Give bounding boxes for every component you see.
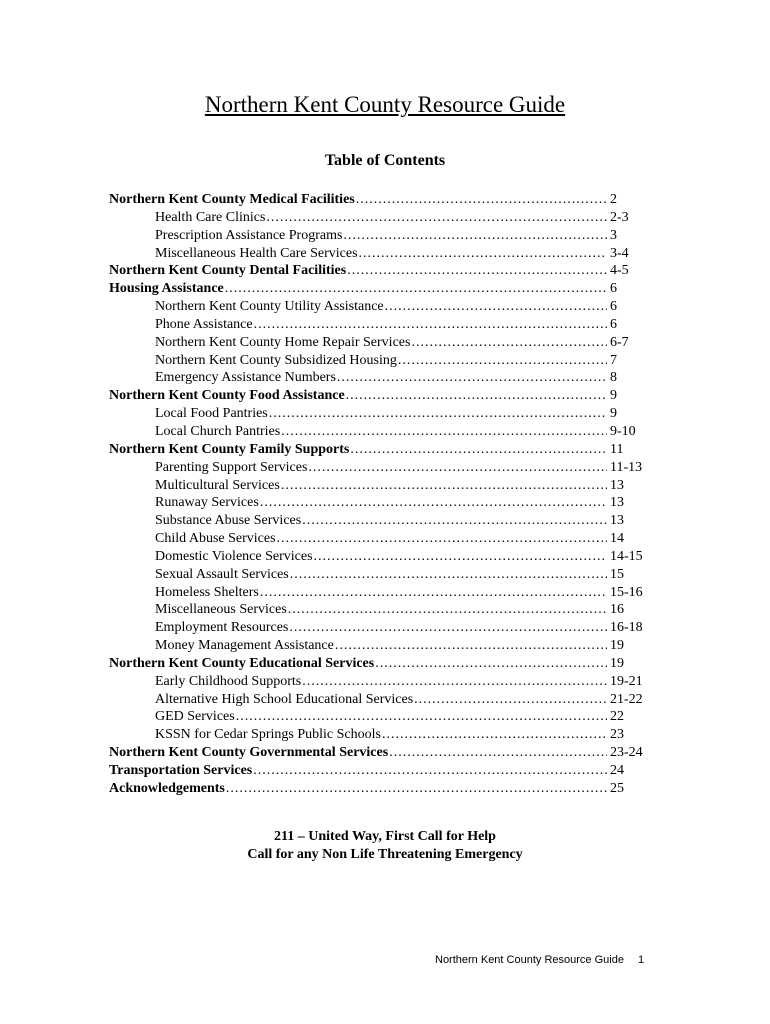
toc-dot-leader [302, 513, 607, 529]
toc-subsection-entry [109, 460, 644, 478]
toc-entry-label: Phone Assistance [155, 316, 253, 332]
toc-subsection-entry [109, 602, 644, 620]
toc-dot-leader [347, 263, 607, 279]
toc-dot-leader [225, 281, 607, 297]
toc-dot-leader [290, 567, 607, 583]
toc-entry-label: Miscellaneous Health Care Services [155, 245, 358, 261]
toc-entry-label: Child Abuse Services [155, 531, 276, 547]
toc-entry-page: 6 [610, 316, 617, 332]
toc-section-entry [109, 388, 644, 406]
toc-dot-leader [389, 745, 607, 761]
toc-entry-page: 14 [610, 531, 624, 547]
toc-entry-page: 23 [610, 727, 624, 743]
toc-dot-leader [236, 709, 607, 725]
toc-entry-page: 6 [610, 299, 617, 315]
toc-entry-label: Early Childhood Supports [155, 673, 302, 689]
toc-entry-label: Emergency Assistance Numbers [155, 370, 336, 386]
toc-subsection-entry [109, 370, 644, 388]
toc-subsection-entry [109, 531, 644, 549]
toc-dot-leader [346, 388, 607, 404]
toc-entry-label: Local Church Pantries [155, 423, 281, 439]
toc-entry-page: 2-3 [610, 209, 629, 225]
toc-entry-page: 8 [610, 370, 617, 386]
toc-subsection-entry [109, 692, 644, 710]
toc-dot-leader [308, 460, 607, 476]
toc-dot-leader [281, 478, 607, 494]
toc-subsection-entry [109, 638, 644, 656]
toc-entry-label: Homeless Shelters [155, 584, 259, 600]
help-line-note: 211 – United Way, First Call for Help [274, 829, 496, 844]
toc-entry-page: 6 [610, 281, 617, 297]
toc-dot-leader [302, 674, 607, 690]
toc-dot-leader [314, 549, 607, 565]
toc-entry-label: Northern Kent County Food Assistance [109, 388, 345, 404]
toc-dot-leader [269, 406, 607, 422]
toc-entry-label: Parenting Support Services [155, 459, 308, 475]
toc-dot-leader [356, 192, 607, 208]
toc-subsection-entry [109, 317, 644, 335]
toc-dot-leader [343, 228, 607, 244]
toc-entry-label: Housing Assistance [109, 281, 224, 297]
document-title: Northern Kent County Resource Guide [204, 92, 566, 117]
toc-entry-label: Alternative High School Educational Services [155, 691, 414, 707]
toc-entry-page: 21-22 [610, 691, 643, 707]
toc-dot-leader [335, 638, 607, 654]
toc-entry-label: Health Care Clinics [155, 209, 266, 225]
toc-entry-page: 13 [610, 477, 624, 493]
toc-entry-page: 24 [610, 763, 624, 778]
toc-entry-page: 19 [610, 655, 624, 671]
toc-entry-page: 2 [610, 192, 617, 207]
toc-dot-leader [359, 246, 607, 262]
toc-subsection-entry [109, 335, 644, 353]
toc-dot-leader [260, 585, 607, 601]
toc-entry-page: 19-21 [610, 673, 643, 689]
toc-subsection-entry [109, 549, 644, 567]
toc-section-entry [109, 281, 644, 299]
toc-dot-leader [266, 210, 607, 226]
toc-entry-label: Runaway Services [155, 495, 259, 511]
toc-dot-leader [254, 317, 607, 333]
toc-entry-page: 23-24 [610, 745, 643, 761]
toc-dot-leader [281, 424, 607, 440]
toc-dot-leader [337, 370, 607, 386]
toc-dot-leader [260, 495, 607, 511]
toc-dot-leader [375, 656, 607, 672]
toc-entry-label: Northern Kent County Medical Facilities [109, 192, 355, 207]
toc-entry-page: 9-10 [610, 423, 636, 439]
toc-entry-label: Northern Kent County Family Supports [109, 441, 350, 457]
toc-dot-leader [398, 353, 607, 369]
toc-entry-label: Sexual Assault Services [155, 566, 289, 582]
toc-entry-page: 19 [610, 638, 624, 654]
toc-subsection-entry [109, 228, 644, 246]
toc-entry-label: Northern Kent County Utility Assistance [155, 299, 384, 315]
toc-entry-page: 25 [610, 780, 624, 796]
toc-entry-page: 16-18 [610, 620, 643, 636]
toc-subsection-entry [109, 513, 644, 531]
toc-subsection-entry [109, 353, 644, 371]
toc-entry-label: Prescription Assistance Programs [155, 227, 343, 243]
toc-subsection-entry [109, 567, 644, 585]
toc-subsection-entry [109, 299, 644, 317]
toc-subsection-entry [109, 709, 644, 727]
footer-page-number: 1 [637, 954, 645, 966]
toc-entry-page: 13 [610, 495, 624, 511]
toc-subsection-entry [109, 620, 644, 638]
toc-subsection-entry [109, 478, 644, 496]
toc-entry-label: Northern Kent County Educational Services [109, 655, 375, 671]
footer-title: Northern Kent County Resource Guide [435, 954, 624, 966]
toc-entry-label: Northern Kent County Subsidized Housing [155, 352, 397, 368]
toc-entry-label: Money Management Assistance [155, 638, 334, 654]
toc-entry-label: Multicultural Services [155, 477, 280, 493]
toc-section-entry [109, 192, 644, 210]
toc-entry-page: 7 [610, 352, 617, 368]
toc-entry-page: 4-5 [610, 263, 629, 279]
toc-entry-page: 9 [610, 406, 617, 422]
toc-dot-leader [289, 620, 607, 636]
toc-entry-label: KSSN for Cedar Springs Public Schools [155, 727, 381, 743]
toc-entry-label: Transportation Services [109, 763, 253, 778]
toc-subsection-entry [109, 246, 644, 264]
toc-section-entry [109, 763, 644, 781]
toc-dot-leader [253, 763, 607, 779]
toc-heading: Table of Contents [324, 152, 446, 169]
toc-entry-page: 15-16 [610, 584, 643, 600]
toc-entry-label: Employment Resources [155, 620, 289, 636]
toc-section-entry [109, 781, 644, 799]
toc-entry-label: Local Food Pantries [155, 406, 268, 422]
toc-dot-leader [277, 531, 607, 547]
toc-entry-page: 16 [610, 602, 624, 618]
toc-dot-leader [382, 727, 607, 743]
toc-section-entry [109, 442, 644, 460]
toc-section-entry [109, 263, 644, 281]
toc-entry-label: Northern Kent County Home Repair Services [155, 334, 411, 350]
toc-section-entry [109, 745, 644, 763]
toc-entry-label: Substance Abuse Services [155, 513, 302, 529]
toc-subsection-entry [109, 585, 644, 603]
table-of-contents [109, 192, 644, 799]
toc-dot-leader [288, 602, 607, 618]
toc-subsection-entry [109, 210, 644, 228]
toc-entry-label: Miscellaneous Services [155, 602, 287, 618]
toc-entry-page: 11-13 [610, 459, 643, 475]
toc-entry-page: 22 [610, 709, 624, 725]
toc-subsection-entry [109, 674, 644, 692]
toc-dot-leader [385, 299, 607, 315]
toc-entry-label: Domestic Violence Services [155, 548, 313, 564]
toc-entry-label: Acknowledgements [109, 780, 225, 796]
toc-subsection-entry [109, 727, 644, 745]
toc-entry-label: GED Services [155, 709, 235, 725]
toc-dot-leader [226, 781, 607, 797]
emergency-note: Call for any Non Life Threatening Emergency [247, 847, 523, 862]
toc-entry-page: 15 [610, 566, 624, 582]
toc-entry-page: 6-7 [610, 334, 629, 350]
toc-dot-leader [350, 442, 607, 458]
toc-dot-leader [414, 692, 607, 708]
toc-entry-page: 3-4 [610, 245, 629, 261]
toc-entry-label: Northern Kent County Governmental Services [109, 745, 389, 761]
toc-subsection-entry [109, 406, 644, 424]
page-footer [435, 954, 644, 966]
toc-entry-page: 11 [610, 441, 624, 457]
toc-dot-leader [411, 335, 607, 351]
toc-subsection-entry [109, 495, 644, 513]
toc-entry-page: 3 [610, 227, 617, 243]
toc-entry-page: 9 [610, 388, 617, 404]
toc-section-entry [109, 656, 644, 674]
toc-entry-page: 13 [610, 513, 624, 529]
toc-entry-label: Northern Kent County Dental Facilities [109, 263, 347, 279]
toc-entry-page: 14-15 [610, 548, 643, 564]
toc-subsection-entry [109, 424, 644, 442]
